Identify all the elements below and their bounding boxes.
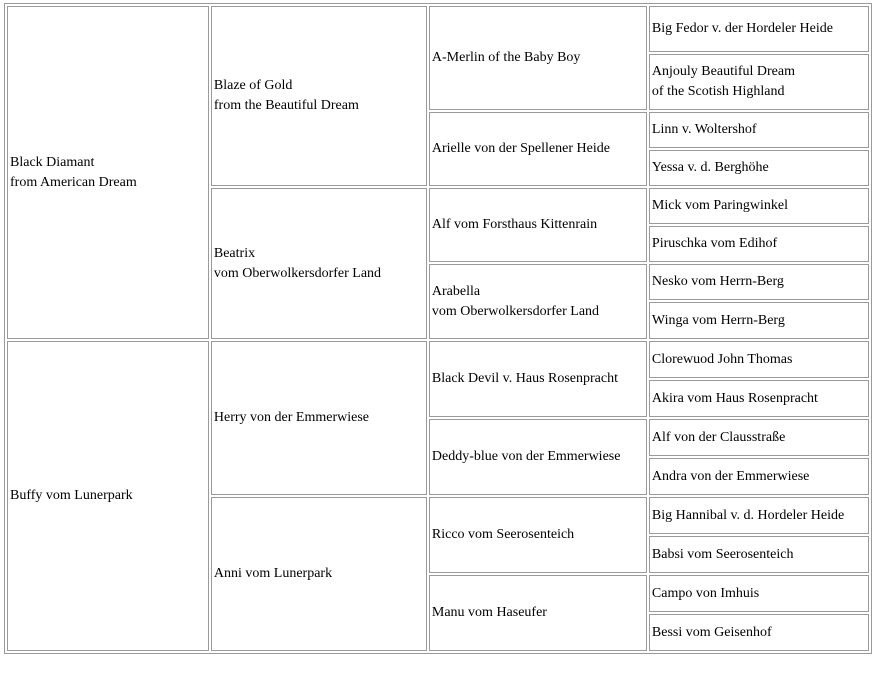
ancestor-gen4 [649,226,869,262]
name-line: from American Dream [10,174,137,190]
name-line: Manu vom Haseufer [431,605,547,620]
ancestor-gen4 [649,341,869,378]
ancestor-gen3 [429,188,647,262]
ancestor-gen4 [649,188,869,224]
ancestor-gen4 [649,536,869,573]
name-line: Deddy-blue von der Emmerwiese [431,449,621,464]
ancestor-gen4 [649,458,869,495]
name-line: Blaze of Gold [213,78,293,93]
ancestor-gen3 [429,112,647,186]
sire [7,6,209,339]
ancestor-gen4 [649,380,869,417]
name-line: Campo von Imhuis [651,585,760,601]
name-line: Anni vom Lunerpark [213,566,333,581]
name-line: Winga vom Herrn-Berg [651,312,785,328]
name-line: Beatrix [213,245,256,261]
name-line: of the Scotish Highland [651,84,785,99]
name-line: Linn v. Woltershof [651,122,757,137]
ancestor-gen4 [649,112,869,148]
ancestor-gen4 [649,575,869,612]
name-line: Akira vom Haus Rosenpracht [651,390,818,406]
name-line: Anjouly Beautiful Dream [651,64,795,79]
dam [7,341,209,651]
ancestor-gen3 [429,341,647,417]
name-line: Big Hannibal v. d. Hordeler Heide [651,507,845,523]
ancestor-gen3 [429,575,647,651]
ancestor-gen4 [649,150,869,186]
name-line: vom Oberwolkersdorfer Land [213,265,382,281]
ancestor-gen3 [429,419,647,495]
name-line: Buffy vom Lunerpark [10,488,133,503]
name-line: Herry von der Emmerwiese [213,410,369,425]
ancestor-gen4 [649,6,869,52]
ancestor-gen4 [649,419,869,456]
name-line: Big Fedor v. der Hordeler Heide [651,21,833,36]
name-line: Mick vom Paringwinkel [651,198,789,213]
name-line: A-Merlin of the Baby Boy [431,50,581,65]
pedigree-table [4,3,872,654]
ancestor-gen4 [649,54,869,110]
name-line: Bessi vom Geisenhof [651,624,772,640]
name-line: Nesko vom Herrn-Berg [651,274,784,289]
paternal-granddam [211,188,427,339]
name-line: vom Oberwolkersdorfer Land [431,303,600,319]
ancestor-gen3 [429,497,647,573]
name-line: Yessa v. d. Berghöhe [651,160,769,175]
name-line: Alf vom Forsthaus Kittenrain [431,217,598,232]
ancestor-gen3 [429,6,647,110]
name-line: Black Devil v. Haus Rosenpracht [431,371,618,386]
name-line: Arabella [431,283,481,299]
maternal-grandsire [211,341,427,495]
name-line: from the Beautiful Dream [213,98,359,113]
name-line: Piruschka vom Edihof [651,236,778,251]
name-line: Ricco vom Seerosenteich [431,527,575,542]
name-line: Black Diamant [10,154,95,170]
name-line: Arielle von der Spellener Heide [431,141,610,156]
name-line: Andra von der Emmerwiese [651,468,810,484]
ancestor-gen4 [649,264,869,300]
maternal-granddam [211,497,427,651]
ancestor-gen4 [649,614,869,651]
name-line: Clorewuod John Thomas [651,351,793,367]
name-line: Babsi vom Seerosenteich [651,546,794,562]
ancestor-gen4 [649,302,869,339]
paternal-grandsire [211,6,427,186]
ancestor-gen4 [649,497,869,534]
name-line: Alf von der Clausstraße [651,429,786,445]
ancestor-gen3 [429,264,647,339]
